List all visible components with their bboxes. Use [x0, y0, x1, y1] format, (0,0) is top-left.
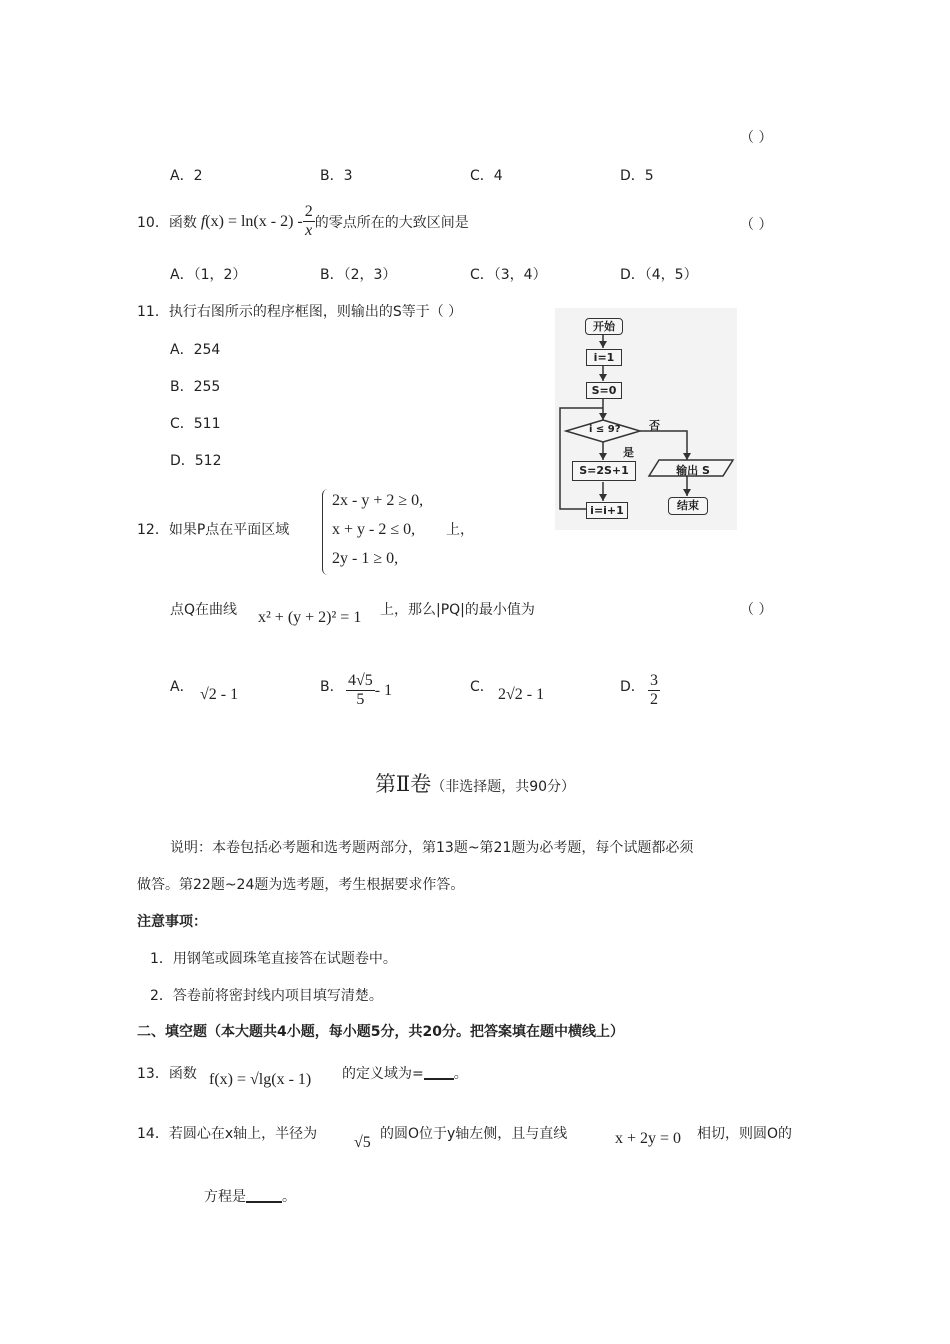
flowchart-condition: i ≤ 9? — [589, 424, 621, 435]
q9-option-c: C．4 — [470, 168, 503, 184]
q10-stem — [137, 203, 469, 240]
q12-post: 上， — [446, 522, 474, 538]
q12-line2-post: 上，那么|PQ|的最小值为 — [380, 602, 535, 618]
flowchart-yes-label: 是 — [623, 446, 634, 459]
q12-pre: 如果P点在平面区域 — [168, 522, 290, 538]
q14-end: 。 — [282, 1189, 296, 1205]
section2-desc-line1: 说明：本卷包括必考题和选考题两部分，第13题~第21题为必考题，每个试题都必须 — [170, 840, 694, 856]
q13-function: f(x) = √lg(x - 1) — [209, 1071, 312, 1088]
q12-option-d-label: D． — [620, 679, 645, 695]
flowchart-init-s: S=0 — [586, 382, 622, 399]
q14-text-1: 若圆心在x轴上，半径为 — [168, 1126, 318, 1142]
q12-option-b-den: 5 — [356, 691, 365, 708]
q12-option-d-den: 2 — [650, 691, 658, 708]
q11-option-d: D．512 — [170, 453, 222, 469]
flowchart-no-label: 否 — [649, 419, 660, 432]
q12-curve: x² + (y + 2)² = 1 — [258, 609, 362, 626]
q12-answer-paren: （ ） — [740, 602, 773, 618]
q10-option-a: A．（1，2） — [170, 267, 247, 283]
q13-answer-blank[interactable] — [424, 1064, 454, 1080]
q9-option-a: A．2 — [170, 168, 203, 184]
q10-option-b: B．（2，3） — [320, 267, 397, 283]
part-two-title: 二、填空题（本大题共4小题，每小题5分，共20分。把答案填在题中横线上） — [137, 1024, 624, 1040]
q14-number: 14． — [137, 1126, 169, 1142]
q12-option-c-value: 2√2 - 1 — [498, 686, 545, 703]
flowchart-end: 结束 — [668, 497, 708, 515]
q13-pre: 函数 — [168, 1066, 197, 1082]
q11-option-b: B．255 — [170, 379, 221, 395]
flowchart — [555, 308, 737, 530]
q11-option-c: C．511 — [170, 416, 221, 432]
q10-frac-den: x — [305, 222, 313, 239]
q13-post — [342, 1063, 468, 1083]
flowchart-init-i: i=1 — [586, 349, 622, 366]
q12-option-a-label: A． — [170, 679, 194, 695]
q14-stem-1 — [137, 1123, 317, 1143]
q11-number: 11． — [137, 304, 169, 320]
q11-stem — [137, 301, 462, 321]
q10-option-d: D．（4，5） — [620, 267, 698, 283]
q10-answer-paren: （ ） — [740, 217, 773, 233]
q12-option-b-value — [346, 672, 392, 709]
q9-option-b: B．3 — [320, 168, 353, 184]
section2-heading — [0, 768, 950, 798]
q12-ineq-2: x + y - 2 ≤ 0, — [332, 521, 416, 538]
q10-option-c: C．（3，4） — [470, 267, 547, 283]
flowchart-output: 输出 S — [676, 464, 710, 477]
q12-ineq-1: 2x - y + 2 ≥ 0, — [332, 492, 424, 509]
q10-func-expr: (x) = ln(x - 2) - — [205, 212, 303, 230]
q12-line2-pre: 点Q在曲线 — [170, 602, 238, 618]
q14-answer-blank[interactable] — [246, 1187, 282, 1203]
section2-title: 第Ⅱ卷 — [374, 772, 432, 796]
q12-ineq-3: 2y - 1 ≥ 0, — [332, 550, 399, 567]
q12-option-b-fraction — [346, 672, 375, 709]
q13-post-text: 的定义域为= — [342, 1066, 424, 1082]
section2-desc-line2: 做答。第22题~24题为选考题，考生根据要求作答。 — [137, 877, 465, 893]
q10-func-name: f — [200, 212, 206, 230]
q10-fraction — [303, 203, 315, 240]
q13-end: 。 — [453, 1066, 468, 1082]
q12-option-c-label: C． — [470, 679, 494, 695]
q13-stem-pre — [137, 1063, 197, 1083]
q12-number: 12． — [137, 522, 169, 538]
q12-stem — [137, 519, 289, 539]
flowchart-start: 开始 — [585, 318, 623, 335]
q11-option-a: A．254 — [170, 342, 221, 358]
q12-option-d-fraction — [648, 672, 660, 709]
q14-radius: √5 — [354, 1134, 371, 1151]
q10-number: 10． — [137, 214, 169, 231]
flowchart-increment: i=i+1 — [586, 502, 628, 519]
section2-subtitle: （非选择题，共90分） — [431, 779, 576, 795]
q12-option-b-label: B． — [320, 679, 344, 695]
flowchart-update-s: S=2S+1 — [572, 461, 636, 481]
q10-pre: 函数 — [168, 214, 197, 231]
q12-option-d-num: 3 — [650, 672, 658, 689]
q9-option-d: D．5 — [620, 168, 654, 184]
q11-text: 执行右图所示的程序框图，则输出的S等于（ ） — [168, 304, 463, 320]
notes-title: 注意事项： — [137, 914, 207, 930]
note-2: 2．答卷前将密封线内项目填写清楚。 — [150, 988, 383, 1004]
q10-frac-num: 2 — [304, 203, 313, 220]
q12-option-b-tail: - 1 — [374, 681, 393, 699]
q14-line-equation: x + 2y = 0 — [615, 1130, 682, 1147]
q9-answer-paren: （ ） — [740, 130, 773, 146]
note-1: 1．用钢笔或圆珠笔直接答在试题卷中。 — [150, 951, 397, 967]
q12-option-b-num: 4√5 — [348, 672, 373, 689]
q10-post: 的零点所在的大致区间是 — [314, 214, 469, 231]
q12-option-a-value: √2 - 1 — [200, 686, 239, 703]
q12-option-d-value — [648, 672, 660, 709]
q14-text-3: 相切，则圆O的 — [697, 1126, 793, 1142]
q13-number: 13． — [137, 1066, 169, 1082]
q12-system-brace — [322, 489, 329, 575]
q14-line2 — [204, 1186, 296, 1206]
flowchart-connectors — [555, 308, 737, 530]
q14-line2-text: 方程是 — [204, 1189, 246, 1205]
q14-text-2: 的圆O位于y轴左侧，且与直线 — [380, 1126, 568, 1142]
